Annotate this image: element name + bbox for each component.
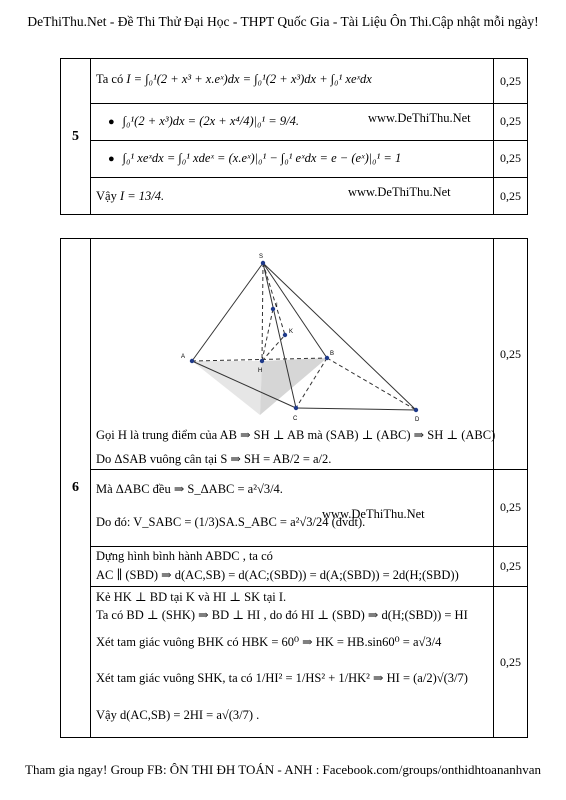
label-a: A <box>181 354 186 360</box>
bullet-icon: ● <box>108 116 115 128</box>
label-h: H <box>258 368 263 374</box>
q6-row2-line-1: Mà ΔABC đều ⇒ S_ΔABC = a²√3/4. <box>96 482 283 496</box>
edge <box>296 408 416 410</box>
hidden-edge <box>262 309 273 361</box>
vertex-point <box>261 261 265 265</box>
q6-row-1 <box>90 239 527 470</box>
hidden-edge <box>262 263 263 361</box>
question-6-table <box>60 238 528 738</box>
score: 0,25 <box>500 73 521 88</box>
question-5-table <box>60 58 528 215</box>
vertex-point <box>190 359 194 363</box>
vertex-point <box>325 356 329 360</box>
q6-row2-line-2: Do đó: V_SABC = (1/3)SA.S_ABC = a²√3/24 (đvdt). <box>96 515 366 529</box>
vertex-point <box>414 408 418 412</box>
q6-row1-line-2: Do ΔSAB vuông cân tại S ⇒ SH = AB/2 = a/2. <box>96 452 332 466</box>
question-number: 5 <box>61 59 91 214</box>
page-header: DeThiThu.Net - Đề Thi Thử Đại Học - THPT Quốc Gia - Tài Liệu Ôn Thi.Cập nhật mỗi ngày! <box>27 14 539 29</box>
q6-row-4 <box>90 586 527 738</box>
vertex-point <box>294 406 298 410</box>
q6-row-3 <box>90 546 527 587</box>
pyramid-figure <box>90 245 490 425</box>
q5-row3-expr: ∫₀¹ xeˣdx = ∫₀¹ xdeˣ = (x.eˣ)|₀¹ − ∫₀¹ eˣdx = e − (eˣ)|₀¹ = 1 <box>122 151 402 165</box>
q5-row1-expr: I = ∫₀¹(2 + x³ + x.eˣ)dx = ∫₀¹(2 + x³)dx + ∫₀¹ xeˣdx <box>126 72 372 86</box>
watermark: www.DeThiThu.Net <box>322 507 425 521</box>
q5-row4-expr: I = 13/4. <box>119 189 165 203</box>
score: 0,25 <box>500 558 521 573</box>
question-number: 6 <box>61 239 91 737</box>
label-i: I <box>276 303 278 309</box>
vertex-point <box>271 307 275 311</box>
score: 0,25 <box>500 151 521 165</box>
hidden-edge <box>262 335 285 361</box>
watermark: www.DeThiThu.Net <box>368 111 471 125</box>
q5-row2-expr: ∫₀¹(2 + x³)dx = (2x + x⁴/4)|₀¹ = 9/4. <box>122 114 299 128</box>
watermark: www.DeThiThu.Net <box>348 185 451 199</box>
score: 0,25 <box>500 654 521 669</box>
score: 0,25 <box>500 346 521 361</box>
q5-row-3 <box>90 140 527 178</box>
vertex-point <box>283 333 287 337</box>
q6-row4-line-1: Kẻ HK ⊥ BD tại K và HI ⊥ SK tại I. <box>96 590 287 604</box>
label-c: C <box>293 416 298 422</box>
q5-row-1 <box>90 59 527 104</box>
score: 0,25 <box>500 114 521 128</box>
q6-row4-line-4: Xét tam giác vuông SHK, ta có 1/HI² = 1/HS² + 1/HK² ⇒ HI = (a/2)√(3/7) <box>96 671 468 685</box>
q5-row1-text: Ta có I = ∫₀¹(2 + x³ + x.eˣ)dx = ∫₀¹(2 + x³)dx + ∫₀¹ xeˣdx <box>96 72 372 86</box>
score: 0,25 <box>500 500 521 514</box>
q6-row3-line-1: Dựng hình bình hành ABDC , ta có <box>96 549 273 563</box>
q6-row4-line-3: Xét tam giác vuông BHK có HBK = 60⁰ ⇒ HK = HB.sin60⁰ = a√3/4 <box>96 635 442 649</box>
q5-row-4: Vậy I = 13/4. www.DeThiThu.Net 0,25 <box>90 177 527 215</box>
vertex-point <box>260 359 264 363</box>
q6-row3-line-2: AC ∥ (SBD) ⇒ d(AC,SB) = d(AC;(SBD)) = d(A;(SBD)) = 2d(H;(SBD)) <box>96 568 459 582</box>
label-s: S <box>259 254 264 260</box>
bullet-icon: ● <box>108 153 115 165</box>
score: 0,25 <box>500 188 521 203</box>
page-footer: Tham gia ngay! Group FB: ÔN THI ĐH TOÁN - ANH : Facebook.com/groups/onthidhtoananhvan <box>25 762 541 777</box>
hidden-edge <box>327 358 416 410</box>
label-b: B <box>330 351 335 357</box>
q6-row4-line-2: Ta có BD ⊥ (SHK) ⇒ BD ⊥ HI , do đó HI ⊥ (SBD) ⇒ d(H;(SBD)) = HI <box>96 608 468 622</box>
q6-row1-line-1: Gọi H là trung điểm của AB ⇒ SH ⊥ AB mà (SAB) ⊥ (ABC) ⇒ SH ⊥ (ABC) <box>96 428 496 442</box>
q6-row4-line-5: Vậy d(AC,SB) = 2HI = a√(3/7) . <box>96 708 260 722</box>
q6-row-2 <box>90 469 527 547</box>
edge <box>192 263 263 361</box>
label-d: D <box>415 417 420 423</box>
label-k: K <box>289 329 294 335</box>
q5-row-2 <box>90 103 527 141</box>
